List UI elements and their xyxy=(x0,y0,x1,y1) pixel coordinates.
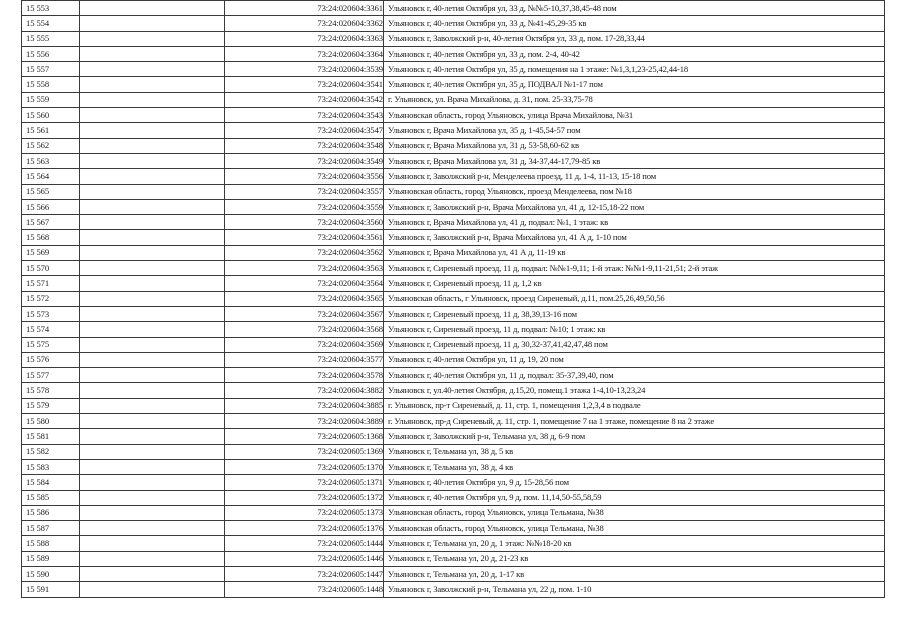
row-number-cell: 15 577 xyxy=(22,368,80,383)
row-number-cell: 15 588 xyxy=(22,536,80,551)
row-number-cell: 15 576 xyxy=(22,352,80,367)
address-cell: Ульяновская область, город Ульяновск, проезд Менделеева, пом №18 xyxy=(384,184,885,199)
table-row xyxy=(22,352,885,367)
row-number-cell: 15 583 xyxy=(22,459,80,474)
row-number-cell: 15 584 xyxy=(22,475,80,490)
table-row xyxy=(22,92,885,107)
cadastral-number-cell: 73:24:020604:3361 xyxy=(225,1,384,16)
cadastral-number-cell: 73:24:020604:3547 xyxy=(225,123,384,138)
empty-cell xyxy=(80,31,225,46)
empty-cell xyxy=(80,521,225,536)
table-row xyxy=(22,505,885,520)
cadastral-number-cell: 73:24:020604:3885 xyxy=(225,398,384,413)
row-number-cell: 15 559 xyxy=(22,92,80,107)
cadastral-number-cell: 73:24:020604:3543 xyxy=(225,108,384,123)
row-number-cell: 15 562 xyxy=(22,138,80,153)
address-cell: Ульяновская область, город Ульяновск, улица Тельмана, №38 xyxy=(384,521,885,536)
empty-cell xyxy=(80,62,225,77)
cadastral-number-cell: 73:24:020604:3542 xyxy=(225,92,384,107)
address-cell: Ульяновск г, Сиреневый проезд, 11 д, 1,2 кв xyxy=(384,276,885,291)
empty-cell xyxy=(80,153,225,168)
cadastral-number-cell: 73:24:020604:3559 xyxy=(225,199,384,214)
cadastral-number-cell: 73:24:020605:1371 xyxy=(225,475,384,490)
address-cell: Ульяновск г, Тельмана ул, 20 д, 1-17 кв xyxy=(384,566,885,581)
cadastral-number-cell: 73:24:020604:3548 xyxy=(225,138,384,153)
address-cell: Ульяновск г, ул.40-летия Октября, д.15,20, помещ.1 этажа 1-4,10-13,23,24 xyxy=(384,383,885,398)
table-row xyxy=(22,490,885,505)
cadastral-number-cell: 73:24:020604:3577 xyxy=(225,352,384,367)
row-number-cell: 15 556 xyxy=(22,46,80,61)
row-number-cell: 15 571 xyxy=(22,276,80,291)
table-row xyxy=(22,291,885,306)
table-row xyxy=(22,337,885,352)
cadastral-number-cell: 73:24:020604:3562 xyxy=(225,245,384,260)
row-number-cell: 15 573 xyxy=(22,306,80,321)
table-row xyxy=(22,184,885,199)
cadastral-number-cell: 73:24:020604:3556 xyxy=(225,169,384,184)
address-cell: Ульяновск г, Сиреневый проезд, 11 д, 38,39,13-16 пом xyxy=(384,306,885,321)
row-number-cell: 15 557 xyxy=(22,62,80,77)
address-cell: г. Ульяновск, пр-т Сиреневый, д. 11, стр. 1, помещения 1,2,3,4 в подвале xyxy=(384,398,885,413)
row-number-cell: 15 568 xyxy=(22,230,80,245)
cadastral-number-cell: 73:24:020604:3561 xyxy=(225,230,384,245)
table-row xyxy=(22,521,885,536)
empty-cell xyxy=(80,475,225,490)
table-row xyxy=(22,536,885,551)
empty-cell xyxy=(80,276,225,291)
row-number-cell: 15 581 xyxy=(22,429,80,444)
row-number-cell: 15 586 xyxy=(22,505,80,520)
cadastral-number-cell: 73:24:020604:3563 xyxy=(225,261,384,276)
row-number-cell: 15 591 xyxy=(22,582,80,597)
cadastral-number-cell: 73:24:020604:3578 xyxy=(225,368,384,383)
empty-cell xyxy=(80,337,225,352)
address-cell: Ульяновск г, Врача Михайлова ул, 31 д, 53-58,60-62 кв xyxy=(384,138,885,153)
address-cell: Ульяновск г, Тельмана ул, 38 д, 5 кв xyxy=(384,444,885,459)
registry-table-body xyxy=(22,1,885,598)
table-row xyxy=(22,16,885,31)
empty-cell xyxy=(80,92,225,107)
row-number-cell: 15 590 xyxy=(22,566,80,581)
cadastral-number-cell: 73:24:020605:1447 xyxy=(225,566,384,581)
address-cell: Ульяновск г, 40-летия Октября ул, 33 д, №41-45,29-35 кв xyxy=(384,16,885,31)
empty-cell xyxy=(80,245,225,260)
row-number-cell: 15 565 xyxy=(22,184,80,199)
address-cell: Ульяновск г, Врача Михайлова ул, 31 д, 34-37,44-17,79-85 кв xyxy=(384,153,885,168)
address-cell: Ульяновск г, 40-летия Октября ул, 33 д, №№5-10,37,38,45-48 пом xyxy=(384,1,885,16)
empty-cell xyxy=(80,169,225,184)
cadastral-number-cell: 73:24:020604:3364 xyxy=(225,46,384,61)
table-row xyxy=(22,230,885,245)
empty-cell xyxy=(80,261,225,276)
empty-cell xyxy=(80,505,225,520)
address-cell: Ульяновск г, Врача Михайлова ул, 35 д, 1-45,54-57 пом xyxy=(384,123,885,138)
empty-cell xyxy=(80,322,225,337)
address-cell: Ульяновская область, г Ульяновск, проезд Сиреневый, д.11, пом.25,26,49,50,56 xyxy=(384,291,885,306)
address-cell: г. Ульяновск, пр-д Сиреневый, д. 11, стр. 1, помещение 7 на 1 этаже, помещение 8 на 2 этаже xyxy=(384,414,885,429)
table-row xyxy=(22,31,885,46)
address-cell: Ульяновск г, 40-летия Октября ул, 35 д, помещения на 1 этаже: №1,3,1,23-25,42,44-18 xyxy=(384,62,885,77)
empty-cell xyxy=(80,459,225,474)
cadastral-number-cell: 73:24:020604:3564 xyxy=(225,276,384,291)
row-number-cell: 15 587 xyxy=(22,521,80,536)
empty-cell xyxy=(80,368,225,383)
cadastral-number-cell: 73:24:020604:3567 xyxy=(225,306,384,321)
cadastral-number-cell: 73:24:020605:1444 xyxy=(225,536,384,551)
table-row xyxy=(22,1,885,16)
cadastral-number-cell: 73:24:020604:3362 xyxy=(225,16,384,31)
address-cell: Ульяновск г, Заволжский р-н, Менделеева проезд, 11 д, 1-4, 11-13, 15-18 пом xyxy=(384,169,885,184)
table-row xyxy=(22,62,885,77)
cadastral-number-cell: 73:24:020605:1373 xyxy=(225,505,384,520)
address-cell: Ульяновск г, Сиреневый проезд, 11 д, 30,32-37,41,42,47,48 пом xyxy=(384,337,885,352)
table-row xyxy=(22,261,885,276)
table-row xyxy=(22,551,885,566)
address-cell: Ульяновск г, Заволжский р-н, Врача Михайлова ул, 41 д, 12-15,18-22 пом xyxy=(384,199,885,214)
address-cell: Ульяновск г, 40-летия Октября ул, 33 д, пом. 2-4, 40-42 xyxy=(384,46,885,61)
table-row xyxy=(22,475,885,490)
address-cell: Ульяновск г, Врача Михайлова ул, 41 д, подвал: №1, 1 этаж: кв xyxy=(384,215,885,230)
empty-cell xyxy=(80,352,225,367)
address-cell: Ульяновск г, 40-летия Октября ул, 11 д, 19, 20 пом xyxy=(384,352,885,367)
address-cell: Ульяновск г, Сиреневый проезд, 11 д, подвал: №№1-9,11; 1-й этаж: №№1-9,11-21,51; 2-й этаж xyxy=(384,261,885,276)
empty-cell xyxy=(80,398,225,413)
address-cell: г. Ульяновск, ул. Врача Михайлова, д. 31, пом. 25-33,75-78 xyxy=(384,92,885,107)
table-row xyxy=(22,582,885,597)
cadastral-number-cell: 73:24:020605:1376 xyxy=(225,521,384,536)
empty-cell xyxy=(80,536,225,551)
table-row xyxy=(22,108,885,123)
empty-cell xyxy=(80,215,225,230)
table-row xyxy=(22,153,885,168)
row-number-cell: 15 558 xyxy=(22,77,80,92)
cadastral-number-cell: 73:24:020605:1369 xyxy=(225,444,384,459)
empty-cell xyxy=(80,138,225,153)
address-cell: Ульяновск г, Тельмана ул, 20 д, 1 этаж: №№18-20 кв xyxy=(384,536,885,551)
table-row xyxy=(22,383,885,398)
empty-cell xyxy=(80,582,225,597)
table-row xyxy=(22,245,885,260)
cadastral-number-cell: 73:24:020604:3882 xyxy=(225,383,384,398)
cadastral-number-cell: 73:24:020604:3560 xyxy=(225,215,384,230)
address-cell: Ульяновск г, Заволжский р-н, Врача Михайлова ул, 41 А д, 1-10 пом xyxy=(384,230,885,245)
empty-cell xyxy=(80,291,225,306)
empty-cell xyxy=(80,490,225,505)
address-cell: Ульяновск г, 40-летия Октября ул, 9 д, 15-28,56 пом xyxy=(384,475,885,490)
empty-cell xyxy=(80,383,225,398)
table-row xyxy=(22,138,885,153)
address-cell: Ульяновск г, 40-летия Октября ул, 35 д, ПОДВАЛ №1-17 пом xyxy=(384,77,885,92)
cadastral-number-cell: 73:24:020605:1448 xyxy=(225,582,384,597)
row-number-cell: 15 579 xyxy=(22,398,80,413)
row-number-cell: 15 567 xyxy=(22,215,80,230)
cadastral-number-cell: 73:24:020604:3889 xyxy=(225,414,384,429)
row-number-cell: 15 580 xyxy=(22,414,80,429)
row-number-cell: 15 560 xyxy=(22,108,80,123)
cadastral-number-cell: 73:24:020605:1446 xyxy=(225,551,384,566)
table-row xyxy=(22,123,885,138)
row-number-cell: 15 575 xyxy=(22,337,80,352)
empty-cell xyxy=(80,46,225,61)
row-number-cell: 15 570 xyxy=(22,261,80,276)
cadastral-number-cell: 73:24:020604:3549 xyxy=(225,153,384,168)
cadastral-number-cell: 73:24:020604:3363 xyxy=(225,31,384,46)
row-number-cell: 15 555 xyxy=(22,31,80,46)
empty-cell xyxy=(80,123,225,138)
cadastral-number-cell: 73:24:020604:3539 xyxy=(225,62,384,77)
row-number-cell: 15 563 xyxy=(22,153,80,168)
address-cell: Ульяновск г, 40-летия Октября ул, 9 д, пом. 11,14,50-55,58,59 xyxy=(384,490,885,505)
cadastral-number-cell: 73:24:020605:1372 xyxy=(225,490,384,505)
table-row xyxy=(22,306,885,321)
cadastral-number-cell: 73:24:020604:3541 xyxy=(225,77,384,92)
table-row xyxy=(22,322,885,337)
address-cell: Ульяновск г, Заволжский р-н, Тельмана ул, 22 д, пом. 1-10 xyxy=(384,582,885,597)
empty-cell xyxy=(80,199,225,214)
address-cell: Ульяновск г, Заволжский р-н, 40-летия Октября ул, 33 д, пом. 17-28,33,44 xyxy=(384,31,885,46)
row-number-cell: 15 569 xyxy=(22,245,80,260)
cadastral-number-cell: 73:24:020604:3568 xyxy=(225,322,384,337)
empty-cell xyxy=(80,184,225,199)
row-number-cell: 15 574 xyxy=(22,322,80,337)
table-row xyxy=(22,276,885,291)
table-row xyxy=(22,215,885,230)
row-number-cell: 15 578 xyxy=(22,383,80,398)
cadastral-number-cell: 73:24:020604:3557 xyxy=(225,184,384,199)
cadastral-number-cell: 73:24:020604:3565 xyxy=(225,291,384,306)
row-number-cell: 15 589 xyxy=(22,551,80,566)
table-row xyxy=(22,46,885,61)
table-row xyxy=(22,414,885,429)
table-row xyxy=(22,429,885,444)
row-number-cell: 15 553 xyxy=(22,1,80,16)
address-cell: Ульяновск г, Тельмана ул, 38 д, 4 кв xyxy=(384,459,885,474)
empty-cell xyxy=(80,16,225,31)
address-cell: Ульяновская область, город Ульяновск, улица Тельмана, №38 xyxy=(384,505,885,520)
row-number-cell: 15 585 xyxy=(22,490,80,505)
table-row xyxy=(22,459,885,474)
cadastral-number-cell: 73:24:020605:1368 xyxy=(225,429,384,444)
address-cell: Ульяновск г, Сиреневый проезд, 11 д, подвал: №10; 1 этаж: кв xyxy=(384,322,885,337)
row-number-cell: 15 561 xyxy=(22,123,80,138)
table-row xyxy=(22,566,885,581)
table-row xyxy=(22,398,885,413)
empty-cell xyxy=(80,551,225,566)
address-cell: Ульяновск г, Тельмана ул, 20 д, 21-23 кв xyxy=(384,551,885,566)
empty-cell xyxy=(80,108,225,123)
registry-table xyxy=(21,0,885,598)
empty-cell xyxy=(80,414,225,429)
table-row xyxy=(22,444,885,459)
empty-cell xyxy=(80,77,225,92)
address-cell: Ульяновск г, 40-летия Октября ул, 11 д, подвал: 35-37,39,40, пом xyxy=(384,368,885,383)
table-row xyxy=(22,77,885,92)
row-number-cell: 15 564 xyxy=(22,169,80,184)
empty-cell xyxy=(80,230,225,245)
empty-cell xyxy=(80,566,225,581)
cadastral-number-cell: 73:24:020605:1370 xyxy=(225,459,384,474)
cadastral-number-cell: 73:24:020604:3569 xyxy=(225,337,384,352)
row-number-cell: 15 582 xyxy=(22,444,80,459)
empty-cell xyxy=(80,1,225,16)
table-row xyxy=(22,199,885,214)
address-cell: Ульяновск г, Врача Михайлова ул, 41 А д, 11-19 кв xyxy=(384,245,885,260)
table-row xyxy=(22,169,885,184)
row-number-cell: 15 566 xyxy=(22,199,80,214)
row-number-cell: 15 554 xyxy=(22,16,80,31)
empty-cell xyxy=(80,306,225,321)
empty-cell xyxy=(80,444,225,459)
row-number-cell: 15 572 xyxy=(22,291,80,306)
empty-cell xyxy=(80,429,225,444)
table-row xyxy=(22,368,885,383)
address-cell: Ульяновск г, Заволжский р-н, Тельмана ул, 38 д, 6-9 пом xyxy=(384,429,885,444)
address-cell: Ульяновская область, город Ульяновск, улица Врача Михайлова, №31 xyxy=(384,108,885,123)
